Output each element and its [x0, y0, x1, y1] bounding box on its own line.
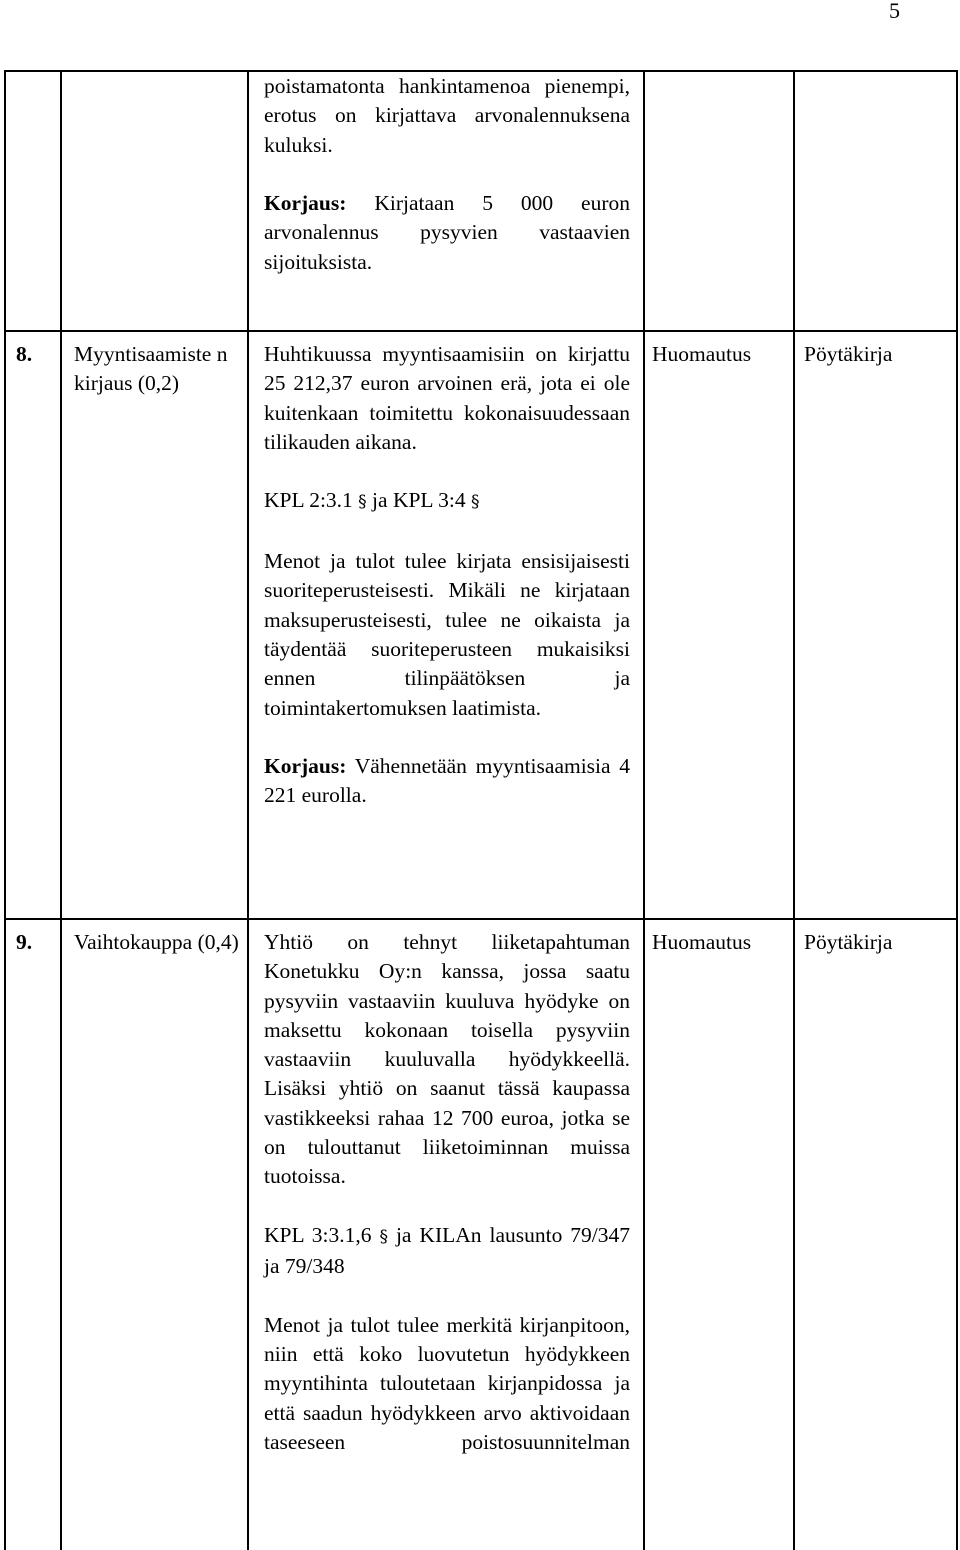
- row8-description-cell: [264, 340, 630, 811]
- column-divider: [793, 70, 795, 1550]
- table-border-right: [956, 70, 958, 1550]
- column-divider: [60, 70, 62, 1550]
- row8-para1: Huhtikuussa myyntisaamisiin on kirjattu 25 212,37 euron arvoinen erä, jota ei ole kuitenkaan toimitettu kokonaisuudessaan tilikauden aikana.: [264, 342, 630, 454]
- row9-type-cell: [652, 928, 792, 957]
- row9-title: Vaihtokauppa (0,4): [74, 930, 239, 954]
- row9-document: Pöytäkirja: [804, 930, 893, 954]
- row8-document: Pöytäkirja: [804, 342, 893, 366]
- row9-reference: [264, 1221, 630, 1282]
- continued-korjaus: [264, 189, 630, 277]
- row8-reference: [264, 486, 630, 517]
- row9-description-cell: [264, 928, 630, 1457]
- continued-text: poistamatonta hankintamenoa pienempi, erotus on kirjattava arvonalennuksena kuluksi.: [264, 74, 630, 157]
- korjaus-label: Korjaus:: [264, 754, 347, 779]
- audit-table: [4, 70, 958, 1550]
- row8-type: Huomautus: [652, 342, 752, 366]
- row9-ref-b: ja KILAn lausunto 79/347 ja 79/348: [264, 1222, 631, 1279]
- korjaus-text: Vähennetään myyntisaamisia 4 221 eurolla.: [264, 754, 630, 808]
- row9-para1: Yhtiö on tehnyt liiketapahtuman Konetukku Oy:n kanssa, jossa saatu pysyviin vastaaviin kuuluva hyödyke on maksettu kokonaan toisella pysyviin vastaaviin kuuluvalla hyödykkeellä. Lisäksi yhtiö on saanut tässä kaupassa vastikkeeksi rahaa 12 700 euroa, jotka se on tulouttanut liiketoiminnan muissa tuotoissa.: [264, 930, 630, 1189]
- row9-number-cell: [16, 928, 56, 957]
- row8-title: Myyntisaamiste n kirjaus (0,2): [74, 342, 228, 396]
- table-border-left: [4, 70, 6, 1550]
- row8-ref-b: ja KPL 3:4: [372, 488, 466, 513]
- section-sign-icon: §: [358, 492, 367, 513]
- row9-document-cell: [804, 928, 954, 957]
- row9-para2: Menot ja tulot tulee merkitä kirjanpitoon, niin että koko luovutetun hyödykkeen myyntihinta tuloutetaan kirjanpidossa ja että saadun hyödykkeen arvo aktivoidaan taseeseen poistosuunnitelman: [264, 1312, 630, 1455]
- row8-title-cell: [74, 340, 244, 399]
- korjaus-text: Kirjataan 5 000 euron arvonalennus pysyvien vastaavien sijoituksista.: [264, 191, 631, 274]
- row9-title-cell: [74, 928, 244, 957]
- section-sign-icon: §: [470, 492, 480, 513]
- row8-ref-a: KPL 2:3.1: [264, 488, 353, 513]
- page-number: 5: [889, 0, 900, 23]
- row8-number: 8.: [16, 342, 33, 366]
- row8-korjaus: [264, 752, 630, 811]
- korjaus-label: Korjaus:: [264, 191, 347, 216]
- continued-description-cell: [264, 72, 630, 277]
- row8-document-cell: [804, 340, 954, 369]
- section-sign-icon: §: [379, 1226, 388, 1247]
- row8-type-cell: [652, 340, 792, 369]
- row9-ref-a: KPL 3:3.1,6: [264, 1222, 372, 1247]
- column-divider: [247, 70, 249, 1550]
- row9-type: Huomautus: [652, 930, 752, 954]
- row8-para2: Menot ja tulot tulee kirjata ensisijaisesti suoriteperusteisesti. Mikäli ne kirjataan maksuperusteisesti, tulee ne oikaista ja täydentää suoriteperusteen mukaisiksi ennen tilinpäätöksen ja toimintakertomuksen laatimista.: [264, 549, 630, 720]
- row-divider: [4, 330, 958, 332]
- row8-number-cell: [16, 340, 56, 369]
- row-divider: [4, 918, 958, 920]
- column-divider: [643, 70, 645, 1550]
- row9-number: 9.: [16, 930, 33, 954]
